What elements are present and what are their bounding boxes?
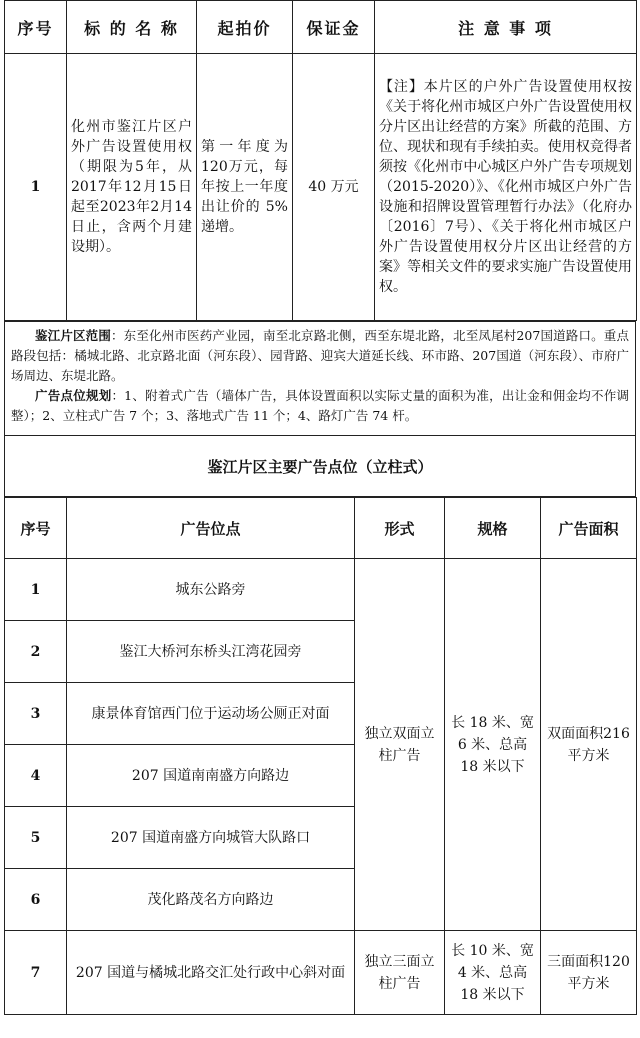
lot-table-header bbox=[5, 1, 637, 54]
points-header-location: 广告位点 bbox=[67, 498, 355, 559]
group1-spec: 长 18 米、宽 6 米、总高 18 米以下 bbox=[445, 559, 541, 931]
point-location: 207 国道南盛方向城管大队路口 bbox=[67, 807, 355, 869]
lot-row bbox=[5, 54, 637, 321]
lot-name: 化州市鉴江片区户外广告设置使用权（期限为5年，从2017年12月15日起至2023年2月14日止，含两个月建设期）。 bbox=[67, 54, 197, 321]
plan-label: 广告点位规划 bbox=[35, 388, 112, 403]
point-location: 207 国道南南盛方向路边 bbox=[67, 745, 355, 807]
group2-area: 三面面积120 平方米 bbox=[541, 931, 637, 1015]
point-seq: 1 bbox=[5, 559, 67, 621]
point-seq: 3 bbox=[5, 683, 67, 745]
plan-text: ：1、附着式广告（墙体广告，具体设置面积以实际丈量的面积为准，出让金和佣金均不作调整）；2、立柱式广告 7 个；3、落地式广告 11 个；4、路灯广告 74 杆。 bbox=[11, 388, 629, 423]
group2-form: 独立三面立柱广告 bbox=[355, 931, 445, 1015]
lot-notes: 【注】本片区的户外广告设置使用权按《关于将化州市城区户外广告设置使用权分片区出让经营的方案》所截的范围、方位、现状和现有手续拍卖。使用权竞得者须按《化州市中心城区户外广告专项规划（2015-2020）》、《化州市城区户外广告设施和招牌设置管理暂行办法》（化府办〔2016〕7号）、《关于将化州市城区户外广告设置使用权分片区出让经营的方案》等相关文件的要求实施广告设置使用权。 bbox=[375, 54, 637, 321]
lot-seq: 1 bbox=[5, 54, 67, 321]
point-seq: 5 bbox=[5, 807, 67, 869]
points-header-seq: 序号 bbox=[5, 498, 67, 559]
header-deposit: 保证金 bbox=[293, 1, 375, 54]
auction-lot-table bbox=[4, 0, 637, 321]
points-table-header bbox=[5, 498, 637, 559]
point-location: 城东公路旁 bbox=[67, 559, 355, 621]
header-start-price: 起拍价 bbox=[197, 1, 293, 54]
point-seq: 6 bbox=[5, 869, 67, 931]
header-name: 标 的 名 称 bbox=[67, 1, 197, 54]
points-header-spec: 规格 bbox=[445, 498, 541, 559]
range-row bbox=[5, 322, 636, 436]
header-seq: 序号 bbox=[5, 1, 67, 54]
points-header-form: 形式 bbox=[355, 498, 445, 559]
group1-form: 独立双面立柱广告 bbox=[355, 559, 445, 931]
section-title: 鉴江片区主要广告点位（立柱式） bbox=[5, 436, 636, 497]
range-cell bbox=[5, 322, 636, 436]
point-location: 鉴江大桥河东桥头江湾花园旁 bbox=[67, 621, 355, 683]
table-row bbox=[5, 931, 637, 1015]
range-table bbox=[4, 321, 636, 497]
auction-document bbox=[4, 0, 636, 1015]
point-location: 207 国道与橘城北路交汇处行政中心斜对面 bbox=[67, 931, 355, 1015]
scope-text: ：东至化州市医药产业园，南至北京路北侧，西至东堤北路，北至凤尾村207国道路口。重点路段包括：橘城北路、北京路北面（河东段）、园背路、迎宾大道延长线、环市路、207国道（河东段）、市府广场周边、东堤北路。 bbox=[11, 328, 629, 383]
ad-points-table bbox=[4, 497, 637, 1015]
table-row bbox=[5, 559, 637, 621]
point-seq: 7 bbox=[5, 931, 67, 1015]
point-location: 茂化路茂名方向路边 bbox=[67, 869, 355, 931]
group2-spec: 长 10 米、宽 4 米、总高 18 米以下 bbox=[445, 931, 541, 1015]
points-header-area: 广告面积 bbox=[541, 498, 637, 559]
scope-label: 鉴江片区范围 bbox=[35, 328, 112, 343]
lot-deposit: 40 万元 bbox=[293, 54, 375, 321]
point-location: 康景体育馆西门位于运动场公厕正对面 bbox=[67, 683, 355, 745]
lot-start-price: 第一年度为120万元，每年按上一年度出让价的 5%递增。 bbox=[197, 54, 293, 321]
header-notes: 注 意 事 项 bbox=[375, 1, 637, 54]
point-seq: 4 bbox=[5, 745, 67, 807]
section-title-row bbox=[5, 436, 636, 497]
group1-area: 双面面积216 平方米 bbox=[541, 559, 637, 931]
point-seq: 2 bbox=[5, 621, 67, 683]
